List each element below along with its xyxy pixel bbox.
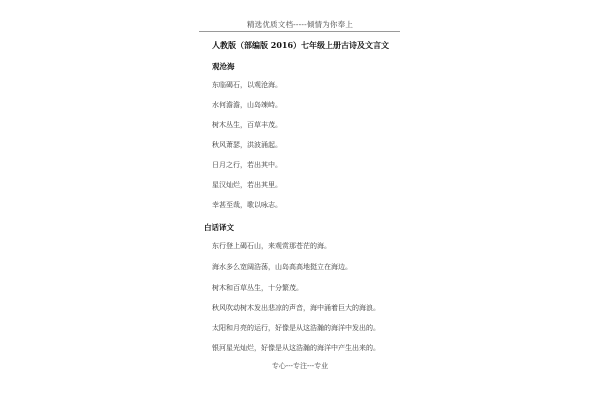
translation-line: 海水多么宽阔浩荡，山岛高高地挺立在海边。 — [212, 263, 352, 271]
page-header: 精选优质文档-----倾情为你奉上 — [246, 20, 354, 29]
poem-line: 东临碣石，以观沧海。 — [212, 81, 282, 89]
translation-line: 树木和百草丛生，十分繁茂。 — [212, 284, 303, 292]
poem-line: 星汉灿烂，若出其里。 — [212, 181, 282, 189]
poem-title: 观沧海 — [212, 62, 235, 71]
translation-line: 秋风吹动树木发出悲凉的声音，海中涌着巨大的海浪。 — [212, 304, 380, 312]
document-title: 人教版（部编版 2016）七年级上册古诗及文言文 — [212, 40, 390, 50]
translation-title: 白话译文 — [204, 223, 234, 232]
page-footer: 专心---专注---专业 — [271, 362, 329, 370]
poem-line: 日月之行，若出其中。 — [212, 161, 282, 169]
translation-line: 银河星光灿烂，好像是从这浩瀚的海洋中产生出来的。 — [212, 344, 380, 352]
translation-line: 东行登上碣石山，来观赏那苍茫的海。 — [212, 242, 331, 250]
poem-line: 秋风萧瑟，洪波涌起。 — [212, 141, 282, 149]
poem-line: 幸甚至哉，歌以咏志。 — [212, 201, 282, 209]
header-divider — [199, 31, 400, 32]
poem-line: 水何澹澹，山岛竦峙。 — [212, 101, 282, 109]
poem-line: 树木丛生，百草丰茂。 — [212, 121, 282, 129]
translation-line: 太阳和月亮的运行，好像是从这浩瀚的海洋中发出的。 — [212, 324, 380, 332]
